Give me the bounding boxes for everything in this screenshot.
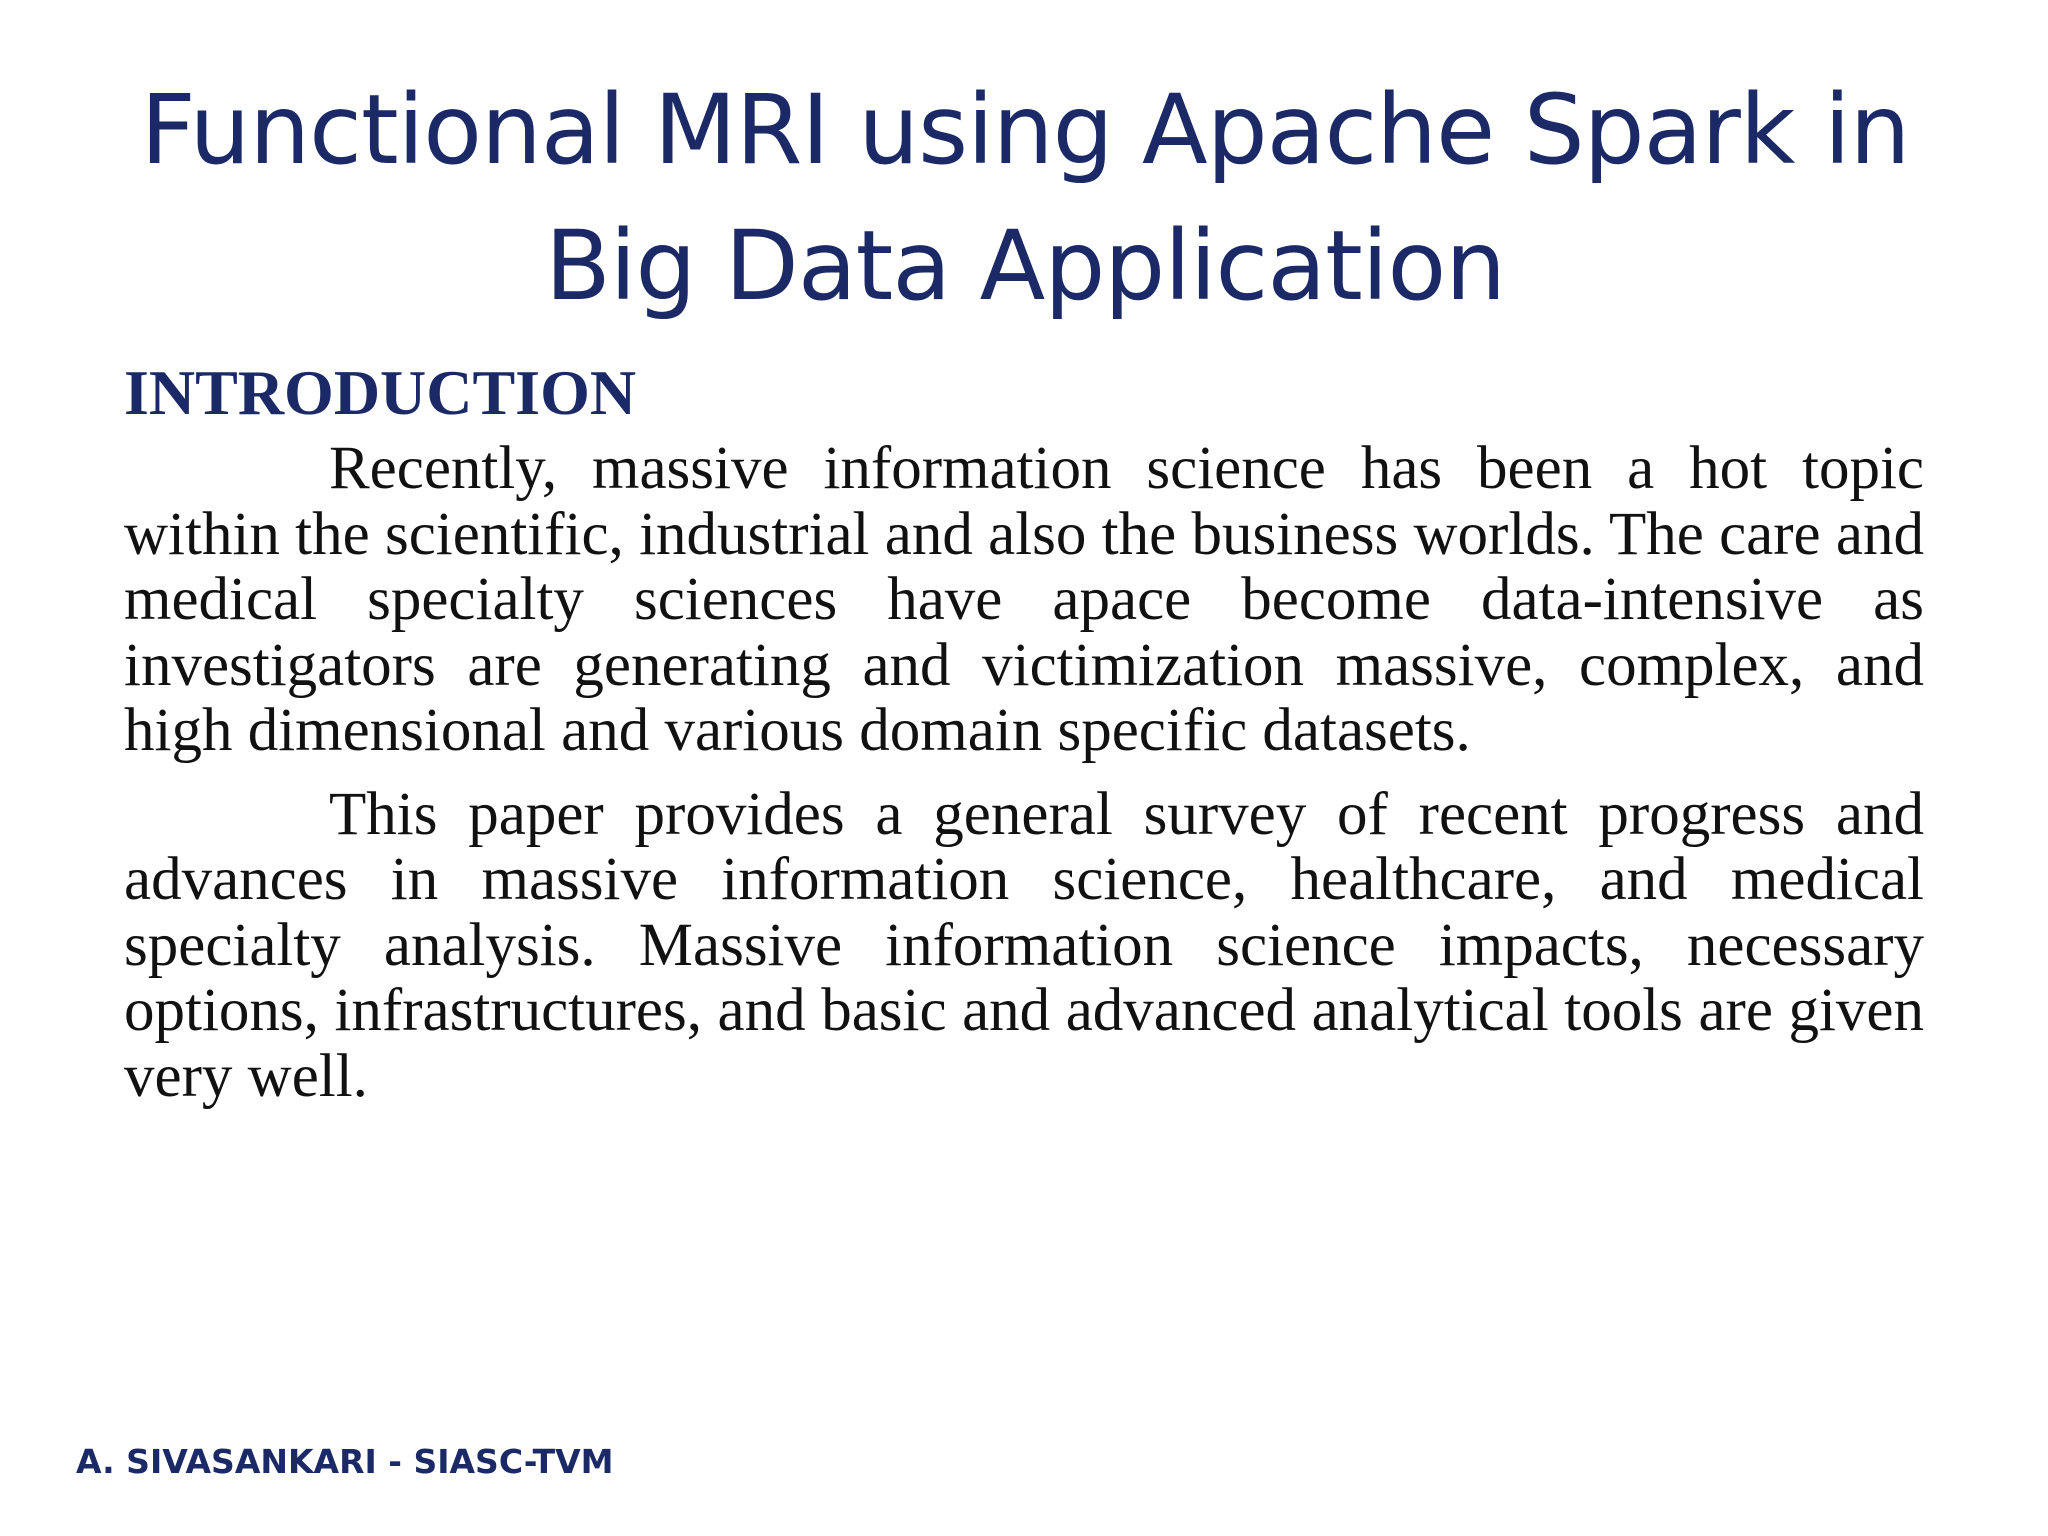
paragraph-1: Recently, massive information science has been a hot topic within the scientific, industrial and also the business worlds. The care and medical specialty sciences have apace become data-intensive as investigators are generating and victimization massive, complex, and high dimensional and various domain specific datasets. — [124, 435, 1924, 764]
paragraph-2: This paper provides a general survey of recent progress and advances in massive information science, healthcare, and medical specialty analysis. Massive information science impacts, necessary options, infrastructures, and basic and advanced analytical tools are given very well. — [124, 780, 1924, 1110]
footer-author: A. SIVASANKARI - SIASC-TVM — [76, 1442, 614, 1481]
slide-title: Functional MRI using Apache Spark in Big Data Application — [140, 74, 1910, 322]
section-heading: INTRODUCTION — [124, 357, 637, 428]
slide-body — [124, 358, 1924, 1127]
